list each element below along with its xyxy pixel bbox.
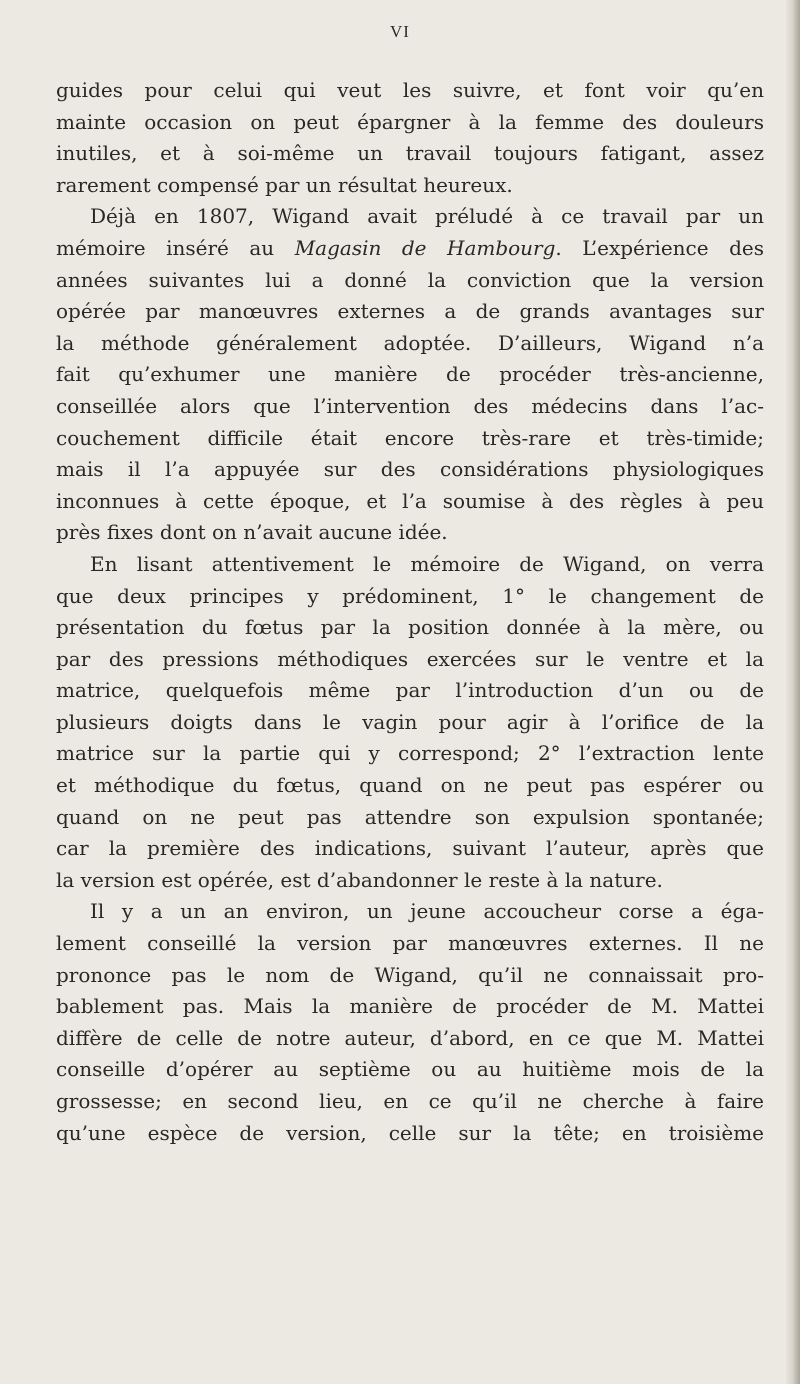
text-line: par des pressions méthodiques exercées sur le ventre et la	[56, 646, 764, 671]
text-line: présentation du fœtus par la position donnée à la mère, ou	[56, 615, 764, 640]
text-line: que deux principes y prédominent, 1° le changement de	[56, 583, 764, 608]
text-line: diffère de celle de notre auteur, d’abord, en ce que M. Mattei	[56, 1025, 764, 1050]
text-line: guides pour celui qui veut les suivre, et font voir qu’en	[56, 78, 764, 102]
text-line: opérée par manœuvres externes a de grands avantages sur	[56, 299, 764, 324]
text-line: mainte occasion on peut épargner à la femme des douleurs	[56, 109, 764, 134]
text-line: inutiles, et à soi-même un travail toujours fatigant, assez	[56, 141, 764, 166]
page-edge	[786, 0, 800, 1384]
journal-title: Magasin de Hambourg	[294, 235, 556, 260]
text-line: car la première des indications, suivant l’auteur, après que	[56, 836, 764, 861]
paragraph-start-line: En lisant attentivement le mémoire de Wigand, on verra	[90, 551, 764, 576]
text-line: conseillée alors que l’intervention des médecins dans l’ac-	[56, 393, 764, 418]
text-line	[56, 233, 764, 265]
text-line: rarement compensé par un résultat heureux.	[56, 172, 513, 197]
text-line: quand on ne peut pas attendre son expulsion spontanée;	[56, 804, 764, 829]
text-line: inconnues à cette époque, et l’a soumise à des règles à peu	[56, 488, 764, 513]
text-line: couchement difficile était encore très-rare et très-timide;	[56, 425, 764, 450]
text-line: mais il l’a appuyée sur des considérations physiologiques	[56, 457, 764, 482]
text-line: plusieurs doigts dans le vagin pour agir à l’orifice de la	[56, 709, 764, 734]
text-line: prononce pas le nom de Wigand, qu’il ne connaissait pro-	[56, 962, 764, 987]
paragraph-start-line: Il y a un an environ, un jeune accoucheur corse a éga-	[90, 899, 764, 924]
page-number: VI	[390, 22, 410, 41]
text-line: matrice, quelquefois même par l’introduction d’un ou de	[56, 678, 764, 703]
text-line: la méthode généralement adoptée. D’ailleurs, Wigand n’a	[56, 330, 764, 355]
text-line: conseille d’opérer au septième ou au huitième mois de la	[56, 1057, 764, 1082]
text-line: qu’une espèce de version, celle sur la tête; en troisième	[56, 1120, 764, 1145]
text-fragment: mémoire inséré au	[56, 235, 295, 260]
body-text	[56, 75, 764, 1149]
text-line: et méthodique du fœtus, quand on ne peut pas espérer ou	[56, 773, 764, 798]
text-line: années suivantes lui a donné la conviction que la version	[56, 267, 764, 292]
text-fragment: . L’expérience des	[555, 235, 764, 260]
text-line: lement conseillé la version par manœuvres externes. Il ne	[56, 931, 764, 956]
text-line: matrice sur la partie qui y correspond; 2° l’extraction lente	[56, 741, 764, 766]
text-line: bablement pas. Mais la manière de procéder de M. Mattei	[56, 994, 764, 1019]
paragraph-start-line: Déjà en 1807, Wigand avait préludé à ce travail par un	[90, 204, 764, 229]
text-line: fait qu’exhumer une manière de procéder très-ancienne,	[56, 362, 764, 387]
text-line: la version est opérée, est d’abandonner le reste à la nature.	[56, 867, 663, 892]
text-line: près fixes dont on n’avait aucune idée.	[56, 520, 448, 545]
text-line: grossesse; en second lieu, en ce qu’il ne cherche à faire	[56, 1089, 764, 1113]
